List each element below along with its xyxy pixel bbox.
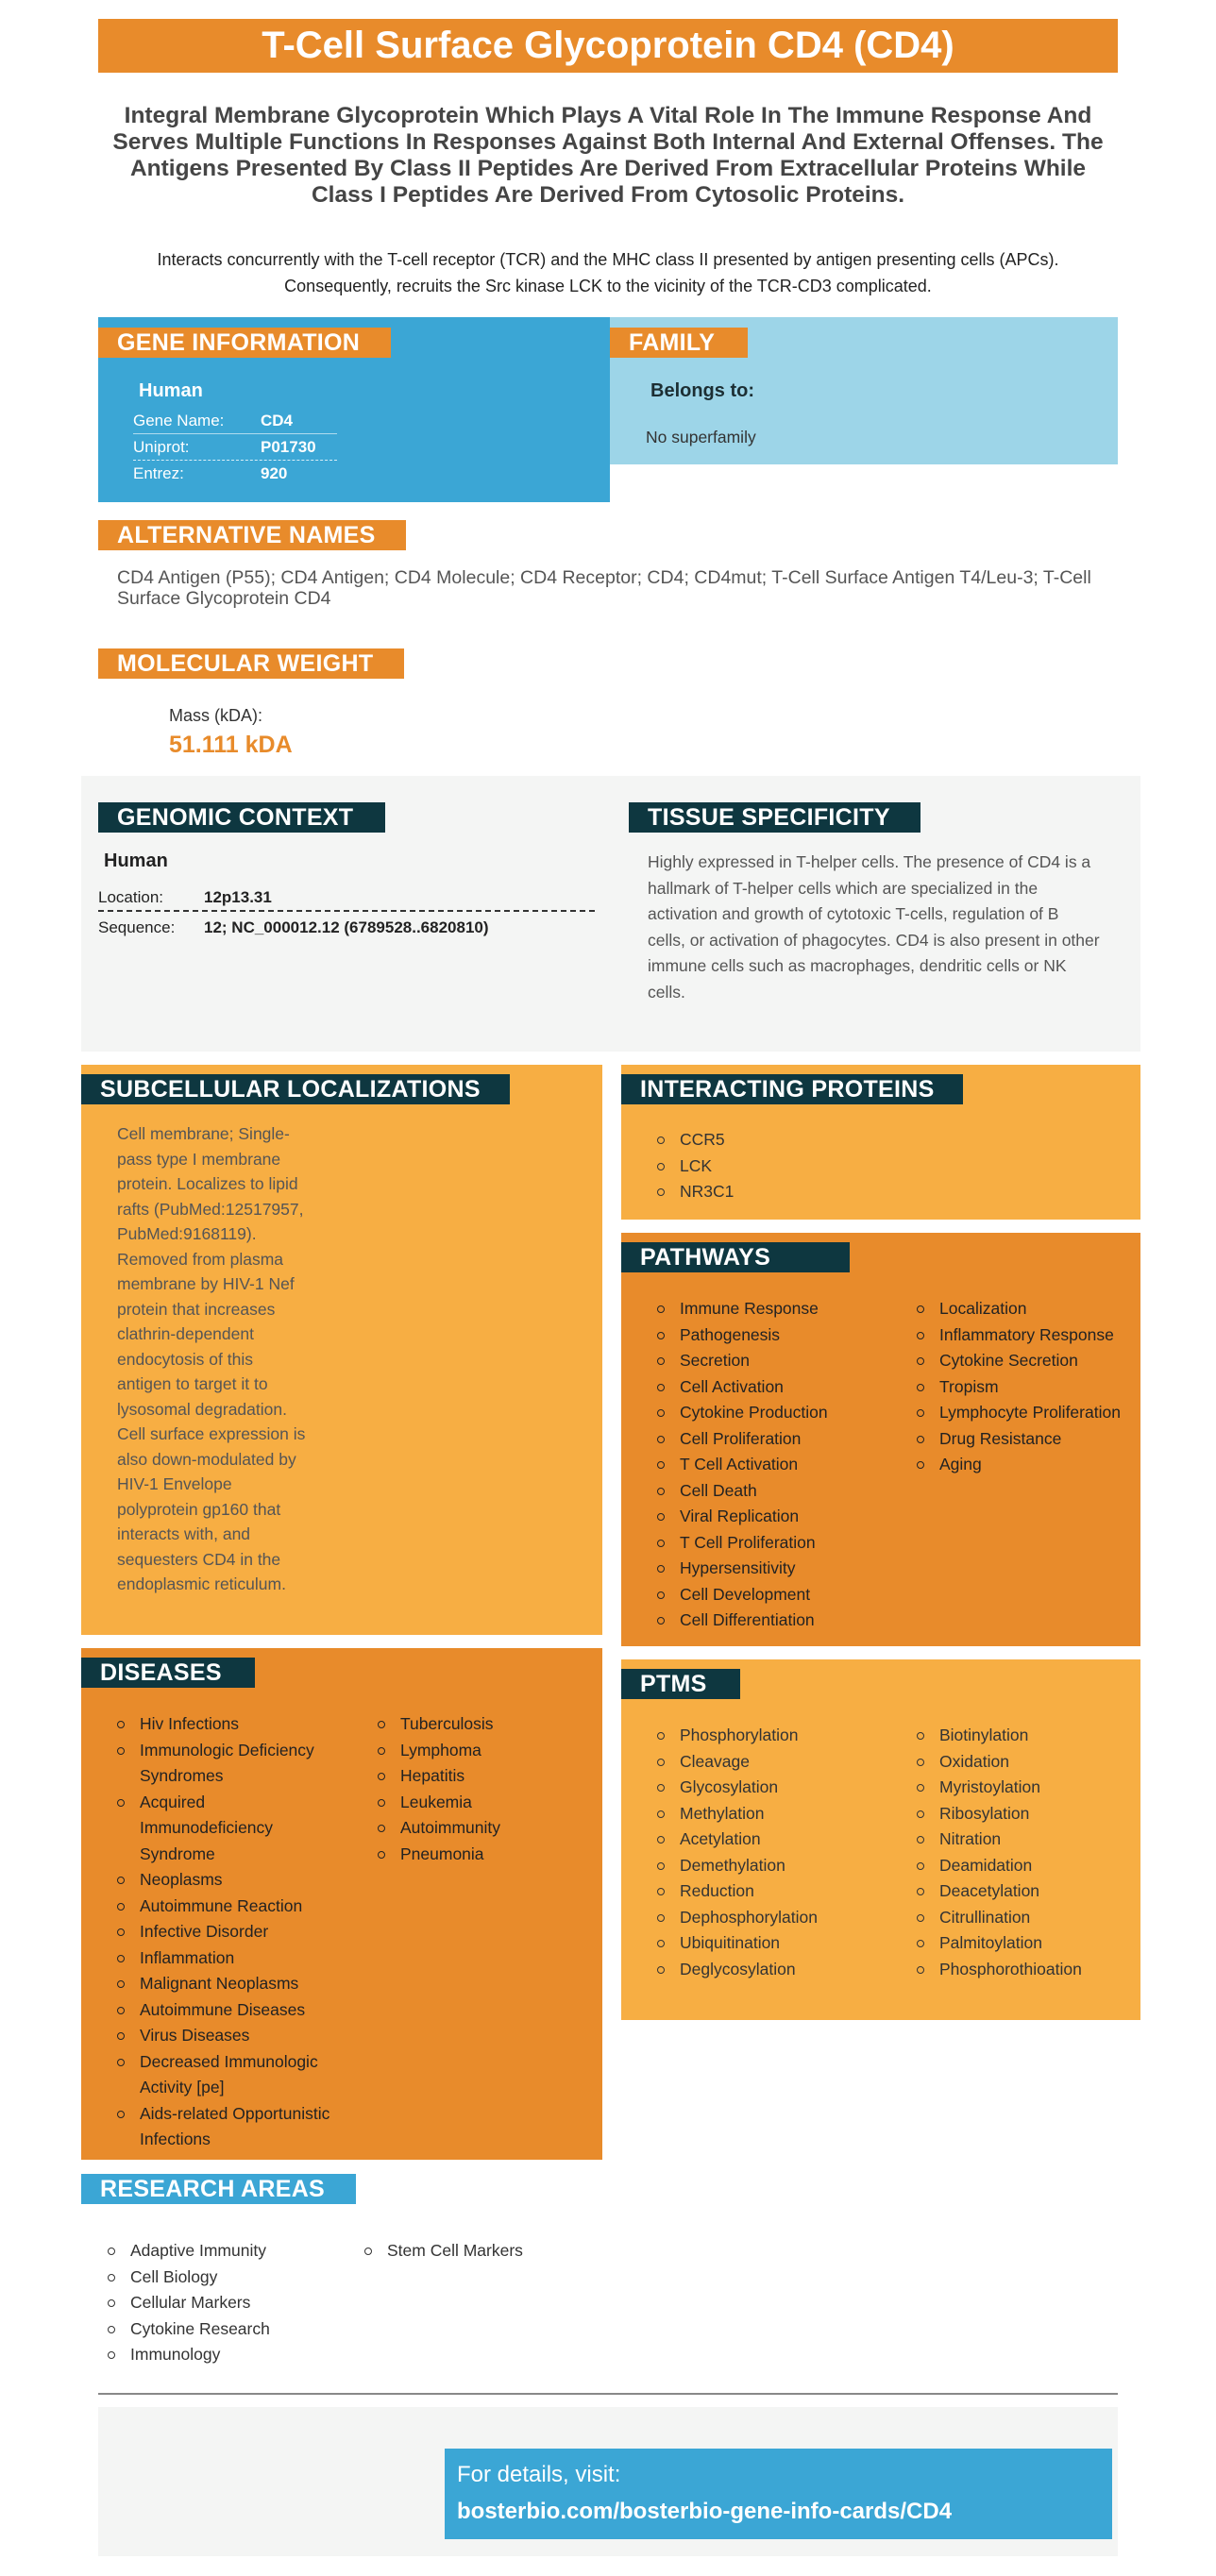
list-item: Acetylation <box>653 1827 818 1853</box>
location-row <box>98 884 595 912</box>
footer-divider <box>98 2393 1118 2395</box>
list-item: Virus Diseases <box>113 2023 330 2049</box>
ptms-list-col1 <box>653 1723 818 1982</box>
list-item: Viral Replication <box>653 1504 828 1530</box>
list-item: Acquired Immunodeficiency Syndrome <box>113 1790 330 1868</box>
list-item: Autoimmune Reaction <box>113 1894 330 1920</box>
uniprot-value[interactable]: P01730 <box>261 438 316 456</box>
list-item: Palmitoylation <box>913 1930 1082 1957</box>
list-item: Localization <box>913 1296 1121 1322</box>
location-value: 12p13.31 <box>204 888 272 906</box>
list-item: Inflammation <box>113 1945 330 1972</box>
pathways-heading: PATHWAYS <box>621 1242 850 1272</box>
research-areas-list-col1 <box>104 2238 270 2368</box>
diseases-list-col1 <box>113 1711 330 2153</box>
list-item: Ubiquitination <box>653 1930 818 1957</box>
location-label: Location: <box>98 888 163 906</box>
list-item: Leukemia <box>374 1790 500 1816</box>
page-subtitle: Integral Membrane Glycoprotein Which Plays A Vital Role In The Immune Response And Serves Multiple Functions In Responses Against Both Internal And External Offenses. The Antigens Presented By Class II Peptides Are Derived From Extracellular Proteins While Class I Peptides Are Derived From Cytosolic Proteins. <box>112 103 1104 208</box>
diseases-list-col2 <box>374 1711 500 1867</box>
entrez-label: Entrez: <box>133 464 184 482</box>
list-item: Autoimmunity <box>374 1815 500 1842</box>
sequence-row <box>98 912 595 944</box>
list-item: Cell Proliferation <box>653 1426 828 1453</box>
diseases-heading: DISEASES <box>81 1658 255 1688</box>
list-item: Deamidation <box>913 1853 1082 1879</box>
list-item: Secretion <box>653 1348 828 1374</box>
list-item: Infective Disorder <box>113 1919 330 1945</box>
mass-label: Mass (kDA): <box>169 706 262 725</box>
list-item: Aids-related Opportunistic Infections <box>113 2101 330 2153</box>
gene-info-table <box>133 408 337 487</box>
list-item: Stem Cell Markers <box>361 2238 523 2265</box>
list-item: Decreased Immunologic Activity [pe] <box>113 2049 330 2101</box>
list-item: LCK <box>653 1153 734 1180</box>
gene-info-heading: GENE INFORMATION <box>98 328 391 358</box>
list-item: Cell Activation <box>653 1374 828 1401</box>
list-item: Immunology <box>104 2342 270 2368</box>
list-item: Deglycosylation <box>653 1957 818 1983</box>
list-item: Cell Development <box>653 1582 828 1608</box>
list-item: T Cell Proliferation <box>653 1530 828 1557</box>
list-item: Cytokine Secretion <box>913 1348 1121 1374</box>
sequence-value: 12; NC_000012.12 (6789528..6820810) <box>204 918 489 936</box>
list-item: Cellular Markers <box>104 2290 270 2316</box>
list-item: Cytokine Research <box>104 2316 270 2343</box>
gene-name-value: CD4 <box>261 412 294 429</box>
ptms-list-col2 <box>913 1723 1082 1982</box>
list-item: Autoimmune Diseases <box>113 1997 330 2024</box>
tissue-specificity-text: Highly expressed in T-helper cells. The presence of CD4 is a hallmark of T-helper cells which are specialized in the activation and growth of cytotoxic T-cells, regulation of B cells, or activation of phagocytes. CD4 is also present in other immune cells such as macrophages, dendritic cells or NK cells. <box>648 852 1100 1002</box>
molecular-weight-heading: MOLECULAR WEIGHT <box>98 648 404 679</box>
gene-name-label: Gene Name: <box>133 412 225 429</box>
list-item: Methylation <box>653 1801 818 1827</box>
genomic-table <box>98 884 595 944</box>
interacting-proteins-heading: INTERACTING PROTEINS <box>621 1074 963 1104</box>
list-item: Glycosylation <box>653 1775 818 1801</box>
list-item: Malignant Neoplasms <box>113 1971 330 1997</box>
list-item: Biotinylation <box>913 1723 1082 1749</box>
list-item: Deacetylation <box>913 1878 1082 1905</box>
tissue-specificity-heading: TISSUE SPECIFICITY <box>629 802 920 833</box>
list-item: Lymphocyte Proliferation <box>913 1400 1121 1426</box>
list-item: Adaptive Immunity <box>104 2238 270 2265</box>
list-item: Lymphoma <box>374 1738 500 1764</box>
list-item: CCR5 <box>653 1127 734 1153</box>
list-item: Neoplasms <box>113 1867 330 1894</box>
alternative-names-heading: ALTERNATIVE NAMES <box>98 520 406 550</box>
entrez-row <box>133 461 337 487</box>
list-item: Citrullination <box>913 1905 1082 1931</box>
details-link-box[interactable] <box>445 2449 1112 2539</box>
mass-value: 51.111 kDA <box>169 732 293 758</box>
list-item: Pneumonia <box>374 1842 500 1868</box>
gene-name-row <box>133 408 337 434</box>
list-item: Myristoylation <box>913 1775 1082 1801</box>
list-item: Phosphorothioation <box>913 1957 1082 1983</box>
research-areas-heading: RESEARCH AREAS <box>81 2174 356 2204</box>
list-item: Tropism <box>913 1374 1121 1401</box>
interacting-proteins-list <box>653 1127 734 1205</box>
subcellular-text: Cell membrane; Single-pass type I membrane protein. Localizes to lipid rafts (PubMed:12517957, PubMed:9168119). Removed from plasma membrane by HIV-1 Nef protein that increases clathrin-dependent endocytosis of this antigen to target it to lysosomal degradation. Cell surface expression is also down-modulated by HIV-1 Envelope polyprotein gp160 that interacts with, and sequesters CD4 in the endoplasmic reticulum. <box>117 1124 306 1593</box>
list-item: Inflammatory Response <box>913 1322 1121 1349</box>
pathways-list-col2 <box>913 1296 1121 1478</box>
list-item: Hepatitis <box>374 1763 500 1790</box>
research-areas-list-col2 <box>361 2238 523 2265</box>
list-item: Dephosphorylation <box>653 1905 818 1931</box>
family-value: No superfamily <box>646 428 756 446</box>
list-item: Nitration <box>913 1827 1082 1853</box>
family-belongs-label: Belongs to: <box>650 380 754 401</box>
list-item: Immunologic Deficiency Syndromes <box>113 1738 330 1790</box>
list-item: NR3C1 <box>653 1179 734 1205</box>
page-title: T-Cell Surface Glycoprotein CD4 (CD4) <box>262 25 954 66</box>
list-item: Phosphorylation <box>653 1723 818 1749</box>
uniprot-label: Uniprot: <box>133 438 190 456</box>
page-description: Interacts concurrently with the T-cell receptor (TCR) and the MHC class II presented by antigen presenting cells (APCs). Consequently, recruits the Src kinase LCK to the vicinity of the TCR-CD3 complicated. <box>157 250 1059 295</box>
list-item: Tuberculosis <box>374 1711 500 1738</box>
list-item: Hiv Infections <box>113 1711 330 1738</box>
list-item: Aging <box>913 1452 1121 1478</box>
alternative-names-text: CD4 Antigen (P55); CD4 Antigen; CD4 Molecule; CD4 Receptor; CD4; CD4mut; T-Cell Surface Antigen T4/Leu-3; T-Cell Surface Glycoprotein CD4 <box>117 567 1091 609</box>
list-item: Oxidation <box>913 1749 1082 1776</box>
list-item: Hypersensitivity <box>653 1556 828 1582</box>
genomic-species: Human <box>104 850 168 871</box>
details-link-line2: bosterbio.com/bosterbio-gene-info-cards/CD4 <box>457 2499 953 2524</box>
list-item: Immune Response <box>653 1296 828 1322</box>
list-item: Cleavage <box>653 1749 818 1776</box>
gene-info-species: Human <box>139 380 203 401</box>
details-link-line1: For details, visit: <box>457 2462 621 2487</box>
list-item: Ribosylation <box>913 1801 1082 1827</box>
subcellular-heading: SUBCELLULAR LOCALIZATIONS <box>81 1074 510 1104</box>
uniprot-row <box>133 434 337 461</box>
list-item: Cytokine Production <box>653 1400 828 1426</box>
list-item: Reduction <box>653 1878 818 1905</box>
list-item: Cell Death <box>653 1478 828 1505</box>
pathways-list-col1 <box>653 1296 828 1634</box>
entrez-value[interactable]: 920 <box>261 464 288 482</box>
list-item: Pathogenesis <box>653 1322 828 1349</box>
ptms-heading: PTMS <box>621 1669 740 1699</box>
list-item: Cell Biology <box>104 2265 270 2291</box>
sequence-label: Sequence: <box>98 918 176 936</box>
family-heading: FAMILY <box>610 328 748 358</box>
genomic-context-heading: GENOMIC CONTEXT <box>98 802 385 833</box>
list-item: Cell Differentiation <box>653 1608 828 1634</box>
list-item: Drug Resistance <box>913 1426 1121 1453</box>
list-item: Demethylation <box>653 1853 818 1879</box>
list-item: T Cell Activation <box>653 1452 828 1478</box>
